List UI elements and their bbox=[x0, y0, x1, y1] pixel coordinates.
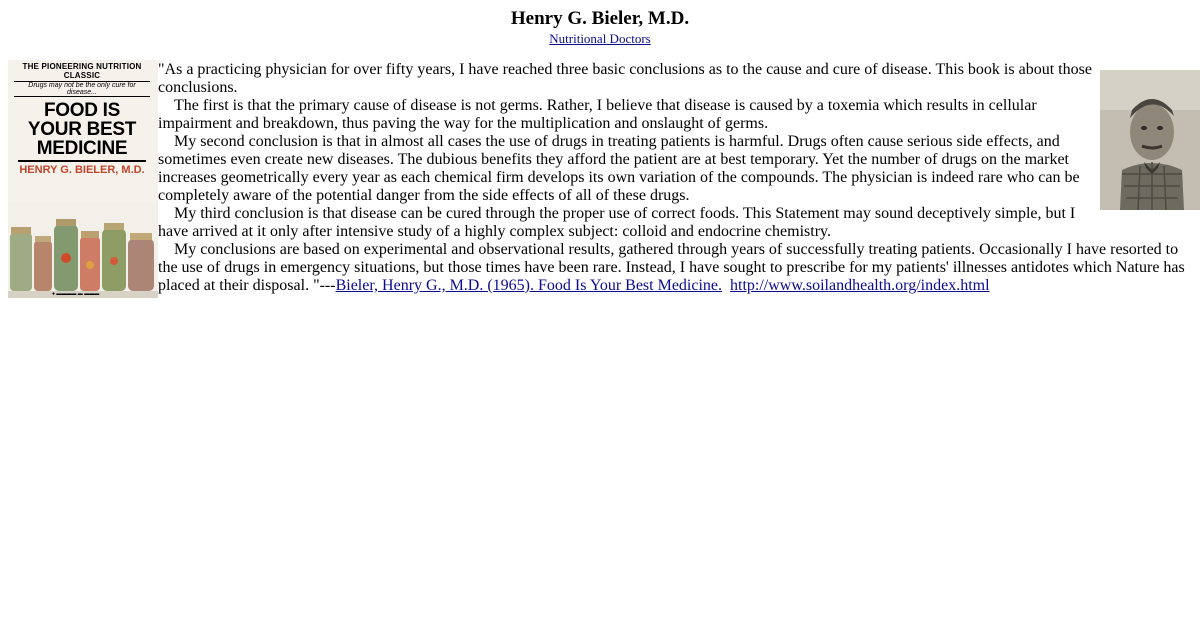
book-cover-rule bbox=[18, 160, 146, 162]
main-content bbox=[0, 61, 1200, 295]
quote-paragraph-5: My conclusions are based on experimental and observational results, gathered through years of successfully treating patients. Occasionally I have resorted to the use of drugs in emergency situations, but those times have been rare. Instead, I have sought to prescribe for my patients' illnesses antidotes which Nature has placed at their disposal. "--- bbox=[158, 241, 1185, 294]
book-cover-title-line1: FOOD IS bbox=[43, 100, 120, 121]
soilandhealth-url-link[interactable]: http://www.soilandhealth.org/index.html bbox=[730, 277, 990, 294]
book-cover-classic-label: THE PIONEERING NUTRITION CLASSIC bbox=[22, 62, 142, 80]
quote-paragraph-1: "As a practicing physician for over fifty years, I have reached three basic conclusions as to the cause and cure of disease. This book is about those conclusions. bbox=[158, 61, 1092, 96]
publisher-mark: ● ▬▬▬▬ ▬ ▬▬▬ bbox=[52, 291, 100, 297]
page-header bbox=[0, 0, 1200, 48]
page-title: Henry G. Bieler, M.D. bbox=[510, 8, 690, 29]
book-cover-title-line3: MEDICINE bbox=[36, 138, 128, 159]
author-portrait bbox=[1100, 70, 1200, 210]
quote-paragraph-2: The first is that the primary cause of disease is not germs. Rather, I believe that disease is caused by a toxemia which results in cellular impairment and breakdown, thus paving the way for the multiplication and onslaught of germs. bbox=[158, 97, 1037, 132]
book-cover-title bbox=[14, 101, 150, 158]
book-cover-tagline: Drugs may not be the only cure for disease... bbox=[14, 81, 150, 97]
quote-paragraph-4: My third conclusion is that disease can be cured through the proper use of correct foods. This Statement may sound deceptively simple, but I have arrived at it only after intensive study of a highly complex subject: colloid and endocrine chemistry. bbox=[158, 205, 1076, 240]
jars-illustration bbox=[8, 203, 158, 298]
citation-link[interactable]: Bieler, Henry G., M.D. (1965). Food Is Your Best Medicine. bbox=[335, 277, 723, 294]
book-cover-title-line2: YOUR BEST bbox=[27, 119, 137, 140]
book-cover-image bbox=[8, 60, 158, 298]
quote-paragraph-3: My second conclusion is that in almost all cases the use of drugs in treating patients is harmful. Drugs often cause serious side effects, and sometimes even create new diseases. The dubious benefits they afford the patient are at best temporary. Yet the number of drugs on the market increases geometrically every year as each chemical firm develops its own variation of the compounds. The physician is indeed rare who can be completely aware of the potential danger from the side effects of all of these drugs. bbox=[158, 133, 1080, 204]
author-portrait-drawing bbox=[1100, 70, 1200, 210]
book-cover-top bbox=[14, 62, 150, 176]
nutritional-doctors-link[interactable]: Nutritional Doctors bbox=[549, 31, 651, 46]
book-cover-author: HENRY G. BIELER, M.D. bbox=[19, 164, 145, 176]
quote-block bbox=[8, 61, 1200, 295]
